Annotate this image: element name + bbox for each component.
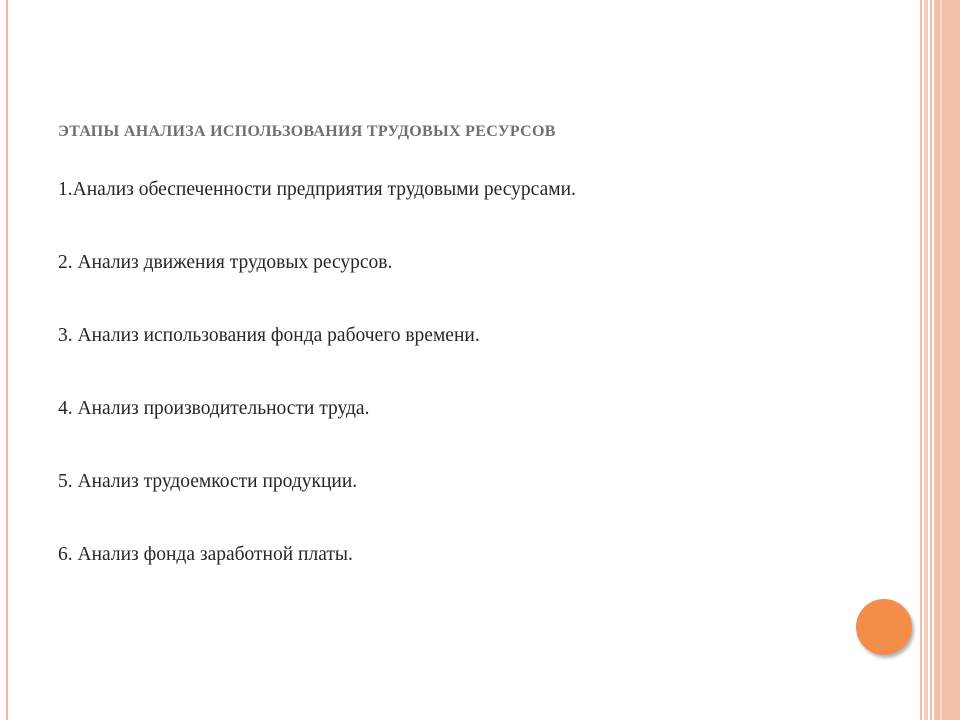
right-decor-stripe [934, 0, 960, 720]
orange-circle-decoration [856, 599, 912, 655]
stage-item: 5. Анализ трудоемкости продукции. [58, 471, 358, 492]
left-border-line [6, 0, 8, 720]
right-decor-stripe [920, 0, 922, 720]
right-decor-stripe [940, 0, 942, 720]
stage-list [58, 178, 858, 616]
right-decor-stripe [930, 0, 932, 720]
slide-title: ЭТАПЫ АНАЛИЗА ИСПОЛЬЗОВАНИЯ ТРУДОВЫХ РЕСУРСОВ [58, 123, 556, 140]
stage-item: 6. Анализ фонда заработной платы. [58, 544, 353, 565]
stage-item: 2. Анализ движения трудовых ресурсов. [58, 252, 393, 273]
stage-item: 1.Анализ обеспеченности предприятия трудовыми ресурсами. [58, 179, 576, 200]
right-decor-stripe [924, 0, 928, 720]
stage-item: 4. Анализ производительности труда. [58, 398, 370, 419]
stage-item: 3. Анализ использования фонда рабочего времени. [58, 325, 480, 346]
